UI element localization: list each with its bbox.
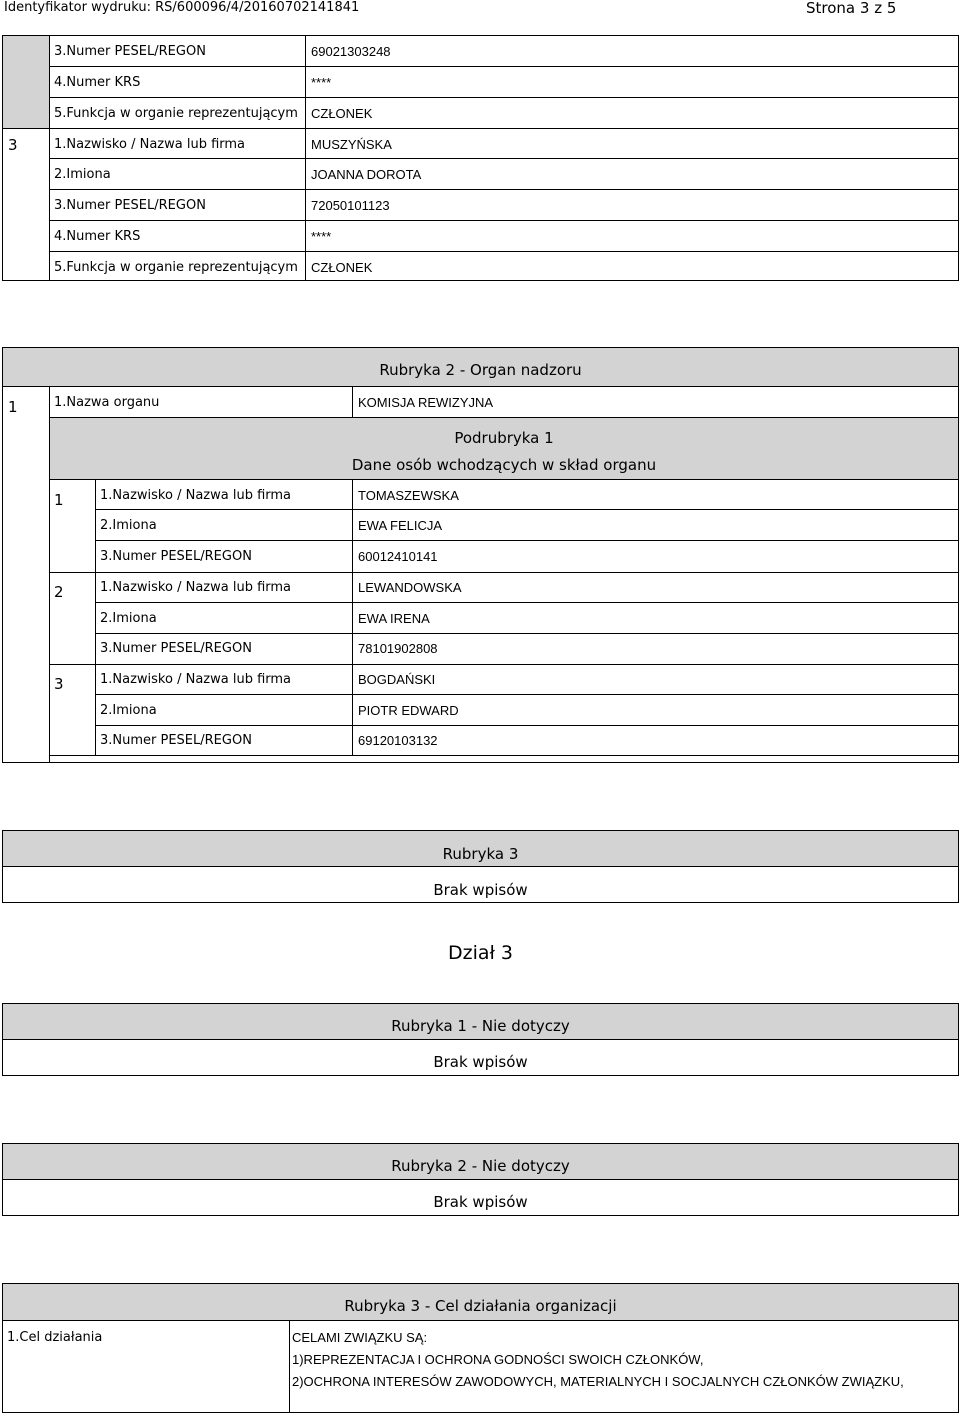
subsection-subtitle: Dane osób wchodzących w skład organu [351,456,657,474]
empty-notice: Brak wpisów [433,1193,528,1211]
section-title: Rubryka 3 [442,845,519,863]
cel-line: 2)OCHRONA INTERESÓW ZAWODOWYCH, MATERIALNYCH I SOCJALNYCH CZŁONKÓW ZWIĄZKU, [292,1374,904,1389]
field-label: 2.Imiona [100,518,157,533]
section-title: Rubryka 2 - Organ nadzoru [379,361,582,379]
section-title: Rubryka 1 - Nie dotyczy [391,1017,570,1035]
field-value: 78101902808 [358,641,438,656]
cel-line: CELAMI ZWIĄZKU SĄ: [292,1330,428,1345]
field-value: KOMISJA REWIZYJNA [358,395,494,410]
field-value: EWA IRENA [358,611,430,626]
field-value: 72050101123 [311,198,390,213]
field-label: 5.Funkcja w organie reprezentującym [54,260,298,275]
section-title: Rubryka 2 - Nie dotyczy [391,1157,570,1175]
dzial-title: Dział 3 [447,942,514,964]
field-label: 1.Cel działania [7,1330,103,1345]
section-title: Rubryka 3 - Cel działania organizacji [344,1297,617,1315]
person-number: 2 [54,583,64,601]
field-label: 3.Numer PESEL/REGON [100,549,252,564]
bottom-strip [49,755,959,763]
field-value: BOGDAŃSKI [358,672,436,687]
field-value: EWA FELICJA [358,518,443,533]
cel-line: 1)REPREZENTACJA I OCHRONA GODNOŚCI SWOICH CZŁONKÓW, [292,1352,704,1367]
field-value: 69120103132 [358,733,438,748]
field-label: 3.Numer PESEL/REGON [100,641,252,656]
field-label: 1.Nazwisko / Nazwa lub firma [100,580,292,595]
person-number: 1 [54,491,64,509]
field-value: 60012410141 [358,549,438,564]
field-label: 4.Numer KRS [54,75,141,90]
entry-number-cell [2,386,50,763]
field-value: CZŁONEK [311,260,373,275]
field-value: 69021303248 [311,44,391,59]
field-label: 2.Imiona [100,611,157,626]
field-value: LEWANDOWSKA [358,580,462,595]
field-label: 3.Numer PESEL/REGON [54,44,206,59]
field-label: 2.Imiona [100,703,157,718]
organ-row [49,386,959,418]
entry-number: 1 [8,398,18,416]
empty-notice: Brak wpisów [433,1053,528,1071]
field-label: 1.Nazwa organu [54,395,160,410]
field-label: 4.Numer KRS [54,229,141,244]
field-label: 1.Nazwisko / Nazwa lub firma [100,488,292,503]
subsection-title: Podrubryka 1 [454,429,554,447]
person-number: 3 [54,675,64,693]
field-value: CZŁONEK [311,106,373,121]
field-label: 1.Nazwisko / Nazwa lub firma [54,137,246,152]
field-label: 3.Numer PESEL/REGON [100,733,252,748]
field-value: MUSZYŃSKA [311,137,392,152]
field-label: 1.Nazwisko / Nazwa lub firma [100,672,292,687]
field-value: **** [311,229,332,244]
field-label: 5.Funkcja w organie reprezentującym [54,106,298,121]
field-value: JOANNA DOROTA [311,167,422,182]
field-label: 2.Imiona [54,167,111,182]
field-value: TOMASZEWSKA [358,488,459,503]
field-value: **** [311,75,332,90]
field-label: 3.Numer PESEL/REGON [54,198,206,213]
empty-notice: Brak wpisów [433,881,528,899]
page-number: Strona 3 z 5 [806,0,897,17]
entry-number: 3 [8,136,18,154]
field-value: PIOTR EDWARD [358,703,459,718]
print-identifier: Identyfikator wydruku: RS/600096/4/20160702141841 [4,0,360,15]
person-rows [95,479,959,756]
